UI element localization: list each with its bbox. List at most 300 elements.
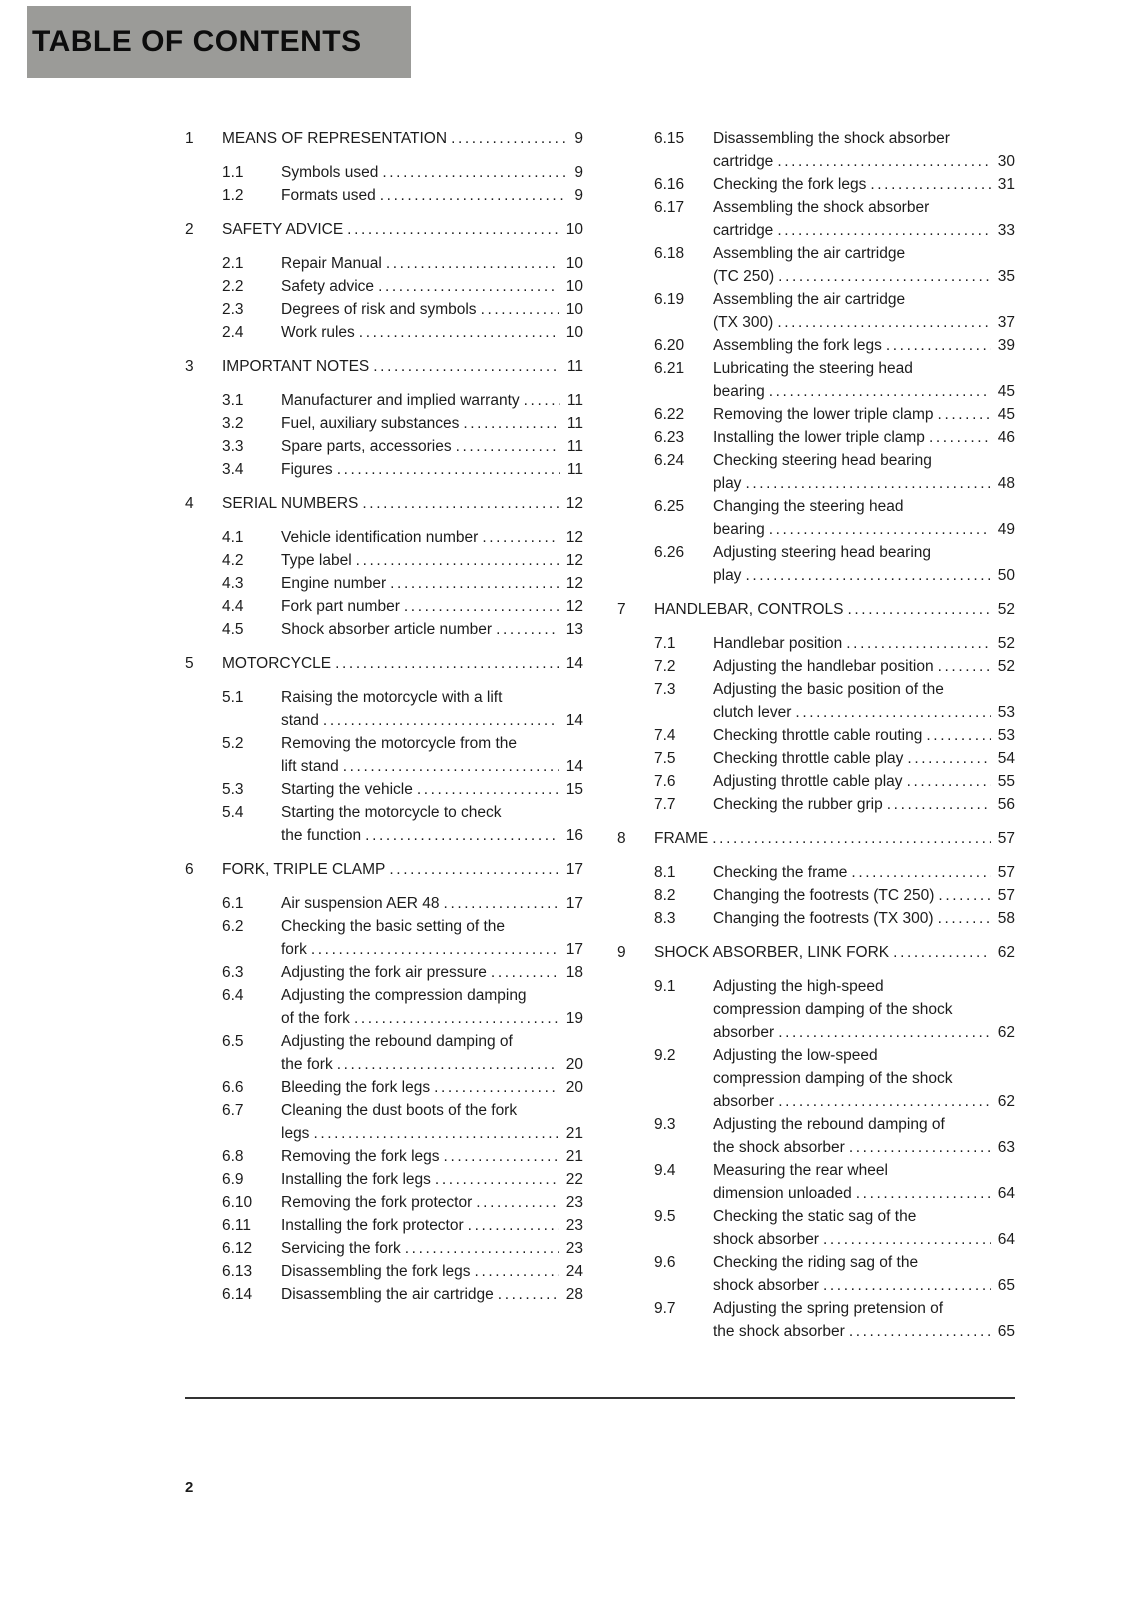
toc-item-number: 3.4 — [222, 461, 244, 478]
toc-item-title: Adjusting the spring pretension of the shock absorber — [713, 1300, 944, 1340]
toc-item-title: Air suspension AER 48 — [281, 895, 440, 912]
toc-item-page: 50 — [991, 564, 1015, 587]
toc-item-body — [222, 492, 583, 515]
toc-item-body — [222, 127, 583, 150]
toc-item-title: Removing the motorcycle from the lift stand — [281, 735, 518, 775]
toc-item-body — [281, 435, 583, 458]
toc-item-page: 9 — [567, 161, 583, 184]
toc-item-page: 65 — [991, 1320, 1015, 1343]
toc-item-number: 6.19 — [654, 291, 685, 308]
toc-column — [185, 127, 583, 1343]
toc-item-title: Spare parts, accessories — [281, 438, 452, 455]
toc-item-page: 23 — [559, 1214, 583, 1237]
toc-entry-row — [617, 127, 1015, 173]
toc-item-title: Starting the vehicle — [281, 781, 413, 798]
toc-item-page: 23 — [559, 1191, 583, 1214]
toc-item-page: 18 — [559, 961, 583, 984]
toc-item-number: 1.2 — [222, 187, 244, 204]
toc-item-title: Measuring the rear wheel dimension unloaded — [713, 1162, 888, 1202]
toc-item-body — [713, 1113, 1015, 1159]
toc-item-body — [654, 941, 1015, 964]
toc-item-number: 6.1 — [222, 895, 244, 912]
toc-item-body — [222, 858, 583, 881]
toc-item-number: 6.15 — [654, 130, 685, 147]
toc-item-number: 6.16 — [654, 176, 685, 193]
toc-entry-row — [185, 892, 583, 915]
toc-item-title: Adjusting the low-speed compression damping of the shock absorber — [713, 1047, 953, 1110]
toc-entry-row — [617, 449, 1015, 495]
toc-item-title: Adjusting the fork air pressure — [281, 964, 487, 981]
toc-item-page: 52 — [991, 598, 1015, 621]
toc-entry-row — [617, 770, 1015, 793]
toc-item-body — [281, 389, 583, 412]
toc-item-title: SAFETY ADVICE — [222, 221, 344, 238]
toc-entry-row — [617, 1297, 1015, 1343]
toc-item-body — [281, 572, 583, 595]
toc-item-page: 57 — [991, 827, 1015, 850]
toc-item-number: 5.1 — [222, 689, 244, 706]
toc-entry-row — [617, 242, 1015, 288]
toc-item-number: 7.3 — [654, 681, 676, 698]
toc-item-number: 7.7 — [654, 796, 676, 813]
toc-entry-row — [185, 732, 583, 778]
toc-item-page: 28 — [559, 1283, 583, 1306]
toc-entry-row — [617, 196, 1015, 242]
toc-entry-row — [617, 357, 1015, 403]
toc-item-number: 6.3 — [222, 964, 244, 981]
toc-item-page: 21 — [559, 1122, 583, 1145]
toc-item-page: 52 — [991, 655, 1015, 678]
toc-entry-row — [185, 1099, 583, 1145]
toc-item-body — [281, 458, 583, 481]
toc-item-body — [281, 1191, 583, 1214]
toc-entry-row — [617, 632, 1015, 655]
toc-item-page: 9 — [567, 184, 583, 207]
toc-item-title: Changing the steering head bearing — [713, 498, 904, 538]
toc-item-title: Removing the fork legs — [281, 1148, 440, 1165]
toc-item-number: 9.5 — [654, 1208, 676, 1225]
toc-item-page: 63 — [991, 1136, 1015, 1159]
toc-item-page: 62 — [991, 941, 1015, 964]
toc-entry-row — [617, 541, 1015, 587]
toc-item-body — [281, 1283, 583, 1306]
toc-item-number: 6.17 — [654, 199, 685, 216]
toc-item-number: 6.9 — [222, 1171, 244, 1188]
toc-item-body — [713, 1297, 1015, 1343]
toc-item-title: Fuel, auxiliary substances — [281, 415, 460, 432]
toc-item-body — [281, 1214, 583, 1237]
toc-item-title: Lubricating the steering head bearing — [713, 360, 913, 400]
toc-item-number: 9.3 — [654, 1116, 676, 1133]
toc-entry-row — [185, 1260, 583, 1283]
toc-item-body — [713, 861, 1015, 884]
toc-item-page: 52 — [991, 632, 1015, 655]
toc-item-title: Checking steering head bearing play — [713, 452, 932, 492]
toc-item-page: 17 — [559, 892, 583, 915]
toc-item-title: Checking the riding sag of the shock absorber — [713, 1254, 919, 1294]
toc-item-number: 4.3 — [222, 575, 244, 592]
toc-item-body — [713, 173, 1015, 196]
toc-item-title: Checking the basic setting of the fork — [281, 918, 506, 958]
toc-item-body — [281, 1099, 583, 1145]
toc-item-title: Assembling the air cartridge (TX 300) — [713, 291, 906, 331]
toc-entry-row — [185, 1214, 583, 1237]
toc-item-body — [281, 686, 583, 732]
toc-item-body — [713, 495, 1015, 541]
toc-item-number: 5 — [185, 655, 194, 672]
toc-item-number: 6.2 — [222, 918, 244, 935]
toc-item-title: FORK, TRIPLE CLAMP — [222, 861, 386, 878]
toc-section-row — [185, 218, 583, 241]
toc-item-number: 7 — [617, 601, 626, 618]
toc-item-number: 2.1 — [222, 255, 244, 272]
toc-item-number: 2 — [185, 221, 194, 238]
toc-item-number: 7.5 — [654, 750, 676, 767]
toc-item-number: 8.1 — [654, 864, 676, 881]
toc-item-title: Installing the fork protector — [281, 1217, 464, 1234]
toc-entry-row — [617, 1159, 1015, 1205]
toc-item-body — [281, 412, 583, 435]
toc-item-title: Checking the rubber grip — [713, 796, 883, 813]
toc-item-body — [713, 793, 1015, 816]
toc-item-body — [713, 1251, 1015, 1297]
toc-item-number: 9.4 — [654, 1162, 676, 1179]
footer-divider — [185, 1397, 1015, 1399]
toc-item-number: 6.8 — [222, 1148, 244, 1165]
toc-item-title: HANDLEBAR, CONTROLS — [654, 601, 844, 618]
toc-item-page: 39 — [991, 334, 1015, 357]
toc-item-page: 15 — [559, 778, 583, 801]
toc-item-page: 11 — [560, 435, 583, 458]
toc-entry-row — [185, 1237, 583, 1260]
toc-item-title: Raising the motorcycle with a lift stand — [281, 689, 503, 729]
toc-item-title: Removing the lower triple clamp — [713, 406, 934, 423]
toc-item-body — [713, 1159, 1015, 1205]
toc-item-body — [281, 321, 583, 344]
toc-item-body — [281, 184, 583, 207]
toc-item-page: 14 — [559, 755, 583, 778]
footer-page-number: 2 — [185, 1479, 194, 1496]
toc-item-title: Disassembling the fork legs — [281, 1263, 471, 1280]
toc-entry-row — [185, 458, 583, 481]
toc-item-title: SERIAL NUMBERS — [222, 495, 359, 512]
toc-item-number: 4.5 — [222, 621, 244, 638]
toc-item-title: Changing the footrests (TC 250) — [713, 887, 935, 904]
toc-item-number: 5.4 — [222, 804, 244, 821]
toc-item-title: MOTORCYCLE — [222, 655, 332, 672]
toc-entry-row — [185, 1030, 583, 1076]
toc-item-title: Installing the lower triple clamp — [713, 429, 925, 446]
toc-item-body — [713, 678, 1015, 724]
toc-item-body — [713, 449, 1015, 495]
toc-item-body — [713, 242, 1015, 288]
toc-item-number: 9.7 — [654, 1300, 676, 1317]
toc-entry-row — [617, 173, 1015, 196]
toc-item-title: IMPORTANT NOTES — [222, 358, 370, 375]
toc-item-body — [281, 961, 583, 984]
toc-item-page: 45 — [991, 403, 1015, 426]
toc-item-body — [281, 1076, 583, 1099]
toc-item-body — [713, 655, 1015, 678]
toc-item-body — [713, 975, 1015, 1044]
toc-item-page: 12 — [559, 572, 583, 595]
toc-item-body — [713, 541, 1015, 587]
toc-entry-row — [617, 975, 1015, 1044]
toc-item-number: 4 — [185, 495, 194, 512]
toc-item-number: 6.10 — [222, 1194, 253, 1211]
toc-item-page: 35 — [991, 265, 1015, 288]
toc-item-title: Changing the footrests (TX 300) — [713, 910, 934, 927]
toc-item-number: 6.20 — [654, 337, 685, 354]
toc-item-number: 6.7 — [222, 1102, 244, 1119]
toc-item-page: 17 — [559, 938, 583, 961]
toc-columns — [185, 127, 1015, 1343]
toc-item-page: 64 — [991, 1228, 1015, 1251]
toc-item-title: Degrees of risk and symbols — [281, 301, 477, 318]
toc-item-body — [281, 618, 583, 641]
toc-item-title: Servicing the fork — [281, 1240, 401, 1257]
toc-entry-row — [617, 1251, 1015, 1297]
toc-entry-row — [185, 1283, 583, 1306]
toc-item-title: Checking throttle cable routing — [713, 727, 923, 744]
toc-item-number: 6.12 — [222, 1240, 253, 1257]
toc-entry-row — [617, 861, 1015, 884]
toc-item-page: 12 — [559, 549, 583, 572]
toc-entry-row — [185, 961, 583, 984]
toc-item-title: Handlebar position — [713, 635, 843, 652]
toc-section-row — [617, 827, 1015, 850]
toc-entry-row — [617, 724, 1015, 747]
toc-item-number: 6.22 — [654, 406, 685, 423]
toc-item-number: 5.2 — [222, 735, 244, 752]
toc-item-number: 7.6 — [654, 773, 676, 790]
toc-item-page: 10 — [559, 298, 583, 321]
toc-entry-row — [617, 403, 1015, 426]
toc-item-title: Cleaning the dust boots of the fork legs — [281, 1102, 518, 1142]
toc-item-title: Adjusting the handlebar position — [713, 658, 934, 675]
toc-item-title: Disassembling the air cartridge — [281, 1286, 494, 1303]
toc-item-page: 62 — [991, 1090, 1015, 1113]
toc-item-body — [281, 1260, 583, 1283]
toc-entry-row — [617, 655, 1015, 678]
toc-item-page: 19 — [559, 1007, 583, 1030]
toc-entry-row — [185, 252, 583, 275]
toc-item-number: 6.5 — [222, 1033, 244, 1050]
toc-item-title: Checking the fork legs — [713, 176, 867, 193]
toc-entry-row — [185, 572, 583, 595]
toc-item-page: 57 — [991, 861, 1015, 884]
toc-entry-row — [617, 1205, 1015, 1251]
toc-item-number: 9.2 — [654, 1047, 676, 1064]
toc-item-page: 11 — [560, 412, 583, 435]
toc-entry-row — [617, 884, 1015, 907]
toc-item-body — [281, 915, 583, 961]
toc-item-number: 4.4 — [222, 598, 244, 615]
toc-entry-row — [617, 495, 1015, 541]
toc-item-title: Vehicle identification number — [281, 529, 479, 546]
toc-item-page: 55 — [991, 770, 1015, 793]
toc-item-page: 33 — [991, 219, 1015, 242]
toc-item-body — [281, 549, 583, 572]
toc-item-number: 6.13 — [222, 1263, 253, 1280]
toc-item-page: 13 — [559, 618, 583, 641]
toc-item-body — [281, 252, 583, 275]
toc-item-body — [713, 747, 1015, 770]
toc-item-number: 6.21 — [654, 360, 685, 377]
toc-item-number: 9 — [617, 944, 626, 961]
toc-entry-row — [185, 1145, 583, 1168]
toc-item-body — [713, 288, 1015, 334]
toc-item-body — [713, 724, 1015, 747]
toc-item-page: 49 — [991, 518, 1015, 541]
toc-item-body — [281, 984, 583, 1030]
page-title: TABLE OF CONTENTS — [32, 25, 362, 58]
toc-item-title: Manufacturer and implied warranty — [281, 392, 520, 409]
toc-item-body — [281, 1145, 583, 1168]
toc-item-body — [281, 778, 583, 801]
toc-item-page: 53 — [991, 724, 1015, 747]
toc-item-body — [713, 403, 1015, 426]
toc-item-page: 30 — [991, 150, 1015, 173]
toc-item-title: Assembling the fork legs — [713, 337, 882, 354]
toc-section-row — [185, 492, 583, 515]
toc-item-body — [281, 298, 583, 321]
toc-item-page: 10 — [559, 321, 583, 344]
toc-item-body — [281, 801, 583, 847]
toc-entry-row — [617, 426, 1015, 449]
toc-item-page: 24 — [559, 1260, 583, 1283]
toc-item-number: 9.1 — [654, 978, 676, 995]
toc-item-number: 7.2 — [654, 658, 676, 675]
toc-item-title: Adjusting steering head bearing play — [713, 544, 932, 584]
toc-item-number: 8 — [617, 830, 626, 847]
toc-entry-row — [185, 778, 583, 801]
toc-item-number: 3 — [185, 358, 194, 375]
toc-item-title: Adjusting the basic position of the clutch lever — [713, 681, 944, 721]
toc-item-body — [281, 1168, 583, 1191]
toc-item-title: Work rules — [281, 324, 355, 341]
toc-section-row — [617, 941, 1015, 964]
toc-item-title: Adjusting throttle cable play — [713, 773, 903, 790]
toc-item-number: 8.2 — [654, 887, 676, 904]
toc-entry-row — [185, 686, 583, 732]
toc-item-title: Removing the fork protector — [281, 1194, 473, 1211]
toc-item-body — [222, 355, 583, 378]
toc-item-page: 46 — [991, 426, 1015, 449]
toc-column — [617, 127, 1015, 1343]
toc-item-title: Assembling the air cartridge (TC 250) — [713, 245, 906, 285]
toc-section-row — [617, 598, 1015, 621]
toc-item-body — [713, 884, 1015, 907]
toc-item-body — [281, 1030, 583, 1076]
toc-item-page: 10 — [559, 275, 583, 298]
toc-item-page: 45 — [991, 380, 1015, 403]
toc-item-page: 12 — [559, 492, 583, 515]
toc-item-page: 10 — [559, 218, 583, 241]
toc-item-page: 11 — [560, 355, 583, 378]
toc-item-page: 11 — [560, 458, 583, 481]
toc-section-row — [185, 652, 583, 675]
toc-item-number: 2.4 — [222, 324, 244, 341]
toc-item-title: Bleeding the fork legs — [281, 1079, 431, 1096]
toc-entry-row — [617, 747, 1015, 770]
toc-item-page: 53 — [991, 701, 1015, 724]
toc-item-number: 1 — [185, 130, 194, 147]
toc-entry-row — [617, 334, 1015, 357]
toc-entry-row — [185, 298, 583, 321]
toc-item-body — [281, 161, 583, 184]
toc-item-number: 3.1 — [222, 392, 244, 409]
toc-item-number: 2.3 — [222, 301, 244, 318]
toc-entry-row — [185, 1191, 583, 1214]
toc-item-page: 57 — [991, 884, 1015, 907]
toc-item-title: FRAME — [654, 830, 709, 847]
toc-item-title: Assembling the shock absorber cartridge — [713, 199, 930, 239]
toc-item-number: 6.14 — [222, 1286, 253, 1303]
toc-item-number: 7.4 — [654, 727, 676, 744]
toc-item-title: Fork part number — [281, 598, 400, 615]
toc-item-title: Adjusting the compression damping of the fork — [281, 987, 527, 1027]
toc-item-title: Symbols used — [281, 164, 379, 181]
toc-item-title: Disassembling the shock absorber cartridge — [713, 130, 950, 170]
toc-item-page: 23 — [559, 1237, 583, 1260]
toc-entry-row — [185, 915, 583, 961]
toc-item-body — [713, 127, 1015, 173]
toc-item-title: Repair Manual — [281, 255, 382, 272]
toc-item-page: 54 — [991, 747, 1015, 770]
toc-entry-row — [617, 793, 1015, 816]
toc-item-number: 6.26 — [654, 544, 685, 561]
toc-item-page: 48 — [991, 472, 1015, 495]
toc-item-page: 20 — [559, 1053, 583, 1076]
toc-item-number: 2.2 — [222, 278, 244, 295]
toc-item-title: Formats used — [281, 187, 376, 204]
toc-item-page: 62 — [991, 1021, 1015, 1044]
toc-item-title: Adjusting the rebound damping of the fork — [281, 1033, 513, 1073]
toc-entry-row — [185, 184, 583, 207]
toc-item-number: 6.4 — [222, 987, 244, 1004]
toc-item-page: 14 — [559, 709, 583, 732]
toc-item-body — [281, 732, 583, 778]
toc-item-page: 9 — [567, 127, 583, 150]
toc-item-title: Shock absorber article number — [281, 621, 493, 638]
toc-item-page: 14 — [559, 652, 583, 675]
toc-item-body — [281, 892, 583, 915]
toc-item-body — [713, 632, 1015, 655]
toc-item-title: Checking the frame — [713, 864, 848, 881]
page-header — [27, 6, 411, 78]
toc-section-row — [185, 127, 583, 150]
toc-item-number: 7.1 — [654, 635, 676, 652]
toc-item-number: 8.3 — [654, 910, 676, 927]
toc-item-number: 1.1 — [222, 164, 244, 181]
toc-item-body — [281, 595, 583, 618]
toc-entry-row — [617, 678, 1015, 724]
toc-item-title: Type label — [281, 552, 352, 569]
toc-item-title: SHOCK ABSORBER, LINK FORK — [654, 944, 890, 961]
toc-item-body — [222, 218, 583, 241]
toc-item-body — [713, 426, 1015, 449]
toc-item-number: 6.6 — [222, 1079, 244, 1096]
toc-section-row — [185, 858, 583, 881]
toc-item-number: 6.25 — [654, 498, 685, 515]
toc-item-number: 9.6 — [654, 1254, 676, 1271]
toc-entry-row — [185, 549, 583, 572]
toc-item-body — [654, 827, 1015, 850]
toc-entry-row — [617, 1044, 1015, 1113]
toc-item-title: Checking throttle cable play — [713, 750, 904, 767]
toc-item-number: 4.1 — [222, 529, 244, 546]
